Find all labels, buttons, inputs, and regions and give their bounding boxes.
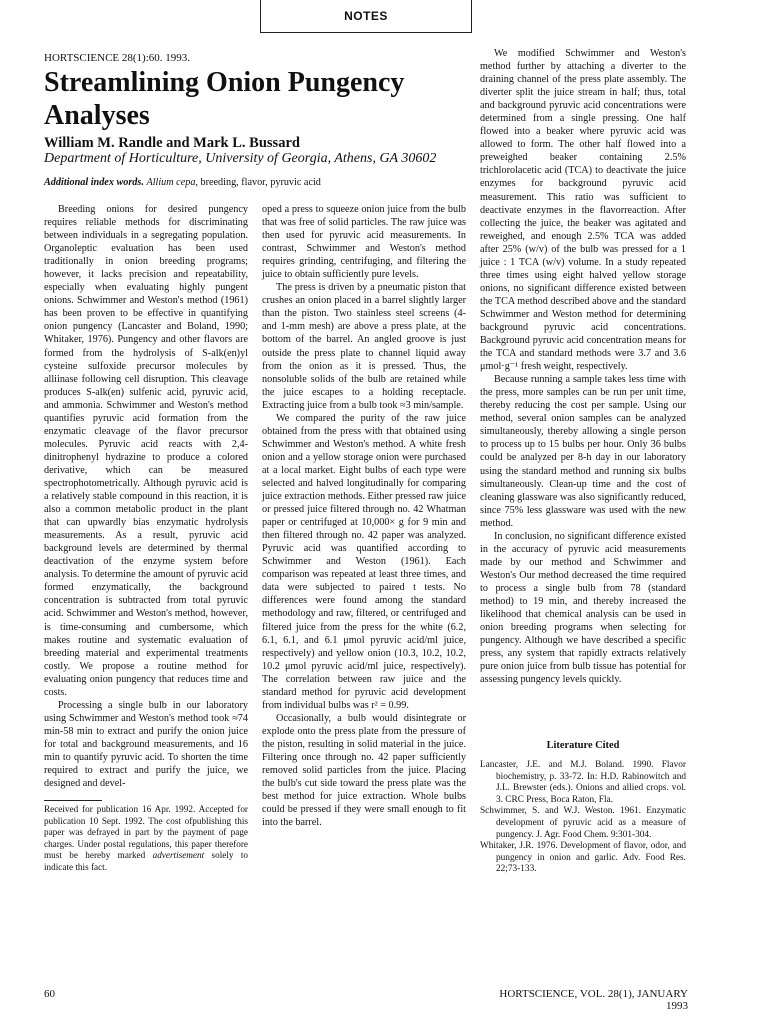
index-terms: , breeding, flavor, pyruvic acid: [195, 177, 321, 188]
literature-heading: Literature Cited: [546, 740, 620, 751]
page-number: 60: [44, 988, 55, 1000]
body-paragraph: The press is driven by a pneumatic piston that crushes an onion placed in a barrel slightly larger than the piston. Two stainless steel screens (4- and 1-mm mesh) are above a press plate, at the bottom of the barrel. An angled groove is just outside the press plate to channel liquid away from the onion as it is pressed. Thus, the nonsoluble solids of the bulb are retained while the juice escapes to a holding receptacle. Extracting juice from a bulb took ≈3 min/sample.: [262, 282, 466, 411]
index-words: [44, 177, 464, 188]
body-paragraph: We modified Schwimmer and Weston's method further by attaching a diverter to the draining channel of the press plate assembly. The diverter split the juice stream in half; thus, total and background pyruvic acid concentrations were determined from a single pressing. One half flowed into a beaker where pyruvic acid was allowed to form. The other half flowed into a preweighed beaker containing 2.5% trichlorolacetic acid (TCA) to deactivate the juice enzymes for background pyruvic acid measurement. This ratio was sufficient to deactivate enzymes in the flavorreaction. After collecting the juice, the beaker was agitated and reweighed, and enough 2.5% TCA was added after 25% (w/v) of the bulb was pressed for a 1 juice : 1 TCA (w/v) volume. In a study repeated three times using eight halved yellow storage onions, no significant difference existed between the TCA method described above and the standard Schwimmer and Weston method for determining background pyruvic acid concentrations. Background pyruvic acid concentration means for the TCA and standard methods were 3.7 and 3.6 μmol·g⁻¹ fresh weight, respectively.: [480, 48, 686, 373]
body-column-2: [262, 203, 466, 829]
body-paragraph: Occasionally, a bulb would disintegrate or explode onto the press plate from the pressure of the piston, resulting in solid material in the juice. Filtering once through no. 42 paper sufficiently removed solid particles from the juice. Placing the bulb's cut side toward the press plate was the best method for juice extraction. Whole bulbs could be pressed if they were small enough to fit into the barrel.: [262, 712, 466, 829]
received-footnote: [44, 804, 248, 874]
footnote-tail: solely to indicate this fact.: [44, 850, 249, 872]
footnote-text: Received for publication 16 Apr. 1992. Accepted for publication 10 Sept. 1992. The cost ofpublishing this paper was defrayed in part by the payment of page charges. Under postal regulations, this paper therefore must be hereby marked: [44, 804, 248, 861]
body-paragraph: oped a press to squeeze onion juice from the bulb that was free of solid particles. The raw juice was then used for pyruvic acid measurements. In contrast, Schwimmer and Weston's method requires grinding, centrifuging, and filtering the juice to obtain sufficiently pure levels.: [262, 204, 466, 281]
body-paragraph: Breeding onions for desired pungency requires reliable methods for discriminating between individuals in a segregating population. Organoleptic evaluation has been used traditionally in onion breeding programs; however, it lacks precision and repeatability, especially when evaluating highly pungent onions. Schwimmer and Weston's method (1961) has been proven to be effective in quantifying onion pungency (Lancaster and Boland, 1990; Whitaker, 1976). Pungency and other flavors are formed from the hydrolysis of S-alk(en)yl cysteine sulfoxide precursor molecules by alliinase following cell disruption. This cleavage produces S-alk(en) sulfenic acid, pyruvic acid, and ammonia. Schwimmer and Weston's method quantifies pyruvic acid formation from the enzymatic cleavage of the flavor precursor molecules. Pyruvic acid reacts with 2,4-dinitrophenyl hydrazine to produce a colored derivative, which can be measured spectrophotometrically. Although pyruvic acid is a relatively stable compound in this reaction, it is also a common metabolic product in the plant that can upwardly bias enzymatic hydrolysis measurements. As a result, pyruvic acid background levels are determined by thermal deactivation of the enzyme system before analysis. To determine the amount of pyruvic acid formed enzymatically, the background concentration is subtracted from total pyruvic acid. Schwimmer and Weston's method, however, is time-consuming and cumbersome, which makes routine and systematic evaluation of breeding material and experimental treatments costly. We propose a routine method for evaluating onion pungency that reduces time and costs.: [44, 204, 248, 698]
body-column-1: [44, 203, 248, 790]
article-title: Streamlining Onion Pungency Analyses: [44, 67, 405, 131]
footnote-advertisement: advertisement: [152, 850, 205, 861]
reference-item: Lancaster, J.E. and M.J. Boland. 1990. Flavor biochemistry, p. 33-72. In: H.D. Rabinowitch and J.L. Brewster (eds.). Onions and allied crops. vol. 3. CRC Press, Boca Raton, Fla.: [480, 760, 686, 805]
affiliation: Department of Horticulture, University of Georgia, Athens, GA 30602: [44, 151, 437, 166]
reference-item: Schwimmer, S. and W.J. Weston. 1961. Enzymatic development of pyruvic acid as a measure of pungency. J. Agr. Food Chem. 9:301-304.: [480, 806, 686, 840]
reference-list: [480, 760, 686, 876]
footnote-divider: [44, 800, 102, 801]
section-label: NOTES: [260, 0, 472, 33]
body-paragraph: We compared the purity of the raw juice obtained from the press with that obtained using Schwimmer and Weston's method. A white fresh onion and a yellow storage onion were purchased at a local market. Eight bulbs of each type were selected and halved longitudinally for comparing juice extraction methods. Either pressed raw juice or pressed juice filtered through no. 42 Whatman paper or centrifuged at 10,000× g for 9 min and then filtered through no. 42 paper was analyzed. Pyruvic acid was quantified according to Schwimmer and Weston (1961). Each comparison was repeated at least three times, and data were subjected to paired t tests. No differences were found among the standard methodology and raw, filtered, or centrifuged and filtered juice from the press for the white (6.2, 6.1, 6.1, and 6.1 μmol pyruvic acid/ml juice, respectively) and yellow onion (10.3, 10.2, 10.2, 10.2 μmol pyruvic acid/ml juice, respectively). The correlation between raw juice and the standard method for pyruvic acid development from individual bulbs was r² = 0.99.: [262, 412, 466, 711]
author-line: William M. Randle and Mark L. Bussard: [44, 135, 300, 151]
running-footer: HORTSCIENCE, VOL. 28(1), JANUARY 1993: [499, 988, 688, 1012]
reference-item: Whitaker, J.R. 1976. Development of flavor, odor, and pungency in onion and garlic. Adv. Food Res. 22;73-133.: [480, 841, 686, 875]
citation-line: HORTSCIENCE 28(1):60. 1993.: [44, 52, 191, 64]
index-species: Allium cepa: [146, 177, 196, 188]
body-paragraph: In conclusion, no significant difference existed in the accuracy of pyruvic acid measurements made by our method and Schwimmer and Weston's Our method decreased the time required to process a single bulb from 78 (standard method) to 19 min, and thereby increased the likelihood that chemical analysis can be used in onion breeding programs when selecting for pungency. Although we have described a specific press, any system that rapidly extracts relatively pure onion juice from bulb tissue has potential for assessing pungency levels quickly.: [480, 530, 686, 686]
index-words-label: Additional index words.: [44, 177, 144, 188]
body-column-3: [480, 47, 686, 686]
body-paragraph: Processing a single bulb in our laboratory using Schwimmer and Weston's method took ≈74 min-58 min to extract and purify the onion juice for total and background measurements, and 16 min to quantify pyruvic acid. To shorten the time required to extract and purify the juice, we designed and devel-: [44, 699, 248, 790]
body-paragraph: Because running a sample takes less time with the press, more samples can be run per unit time, thereby reducing the cost per sample. Using our method, several onion samples can be analyzed simultaneously, thereby allowing a single person to process up to 15 bulbs per hour. Only 36 bulbs could be analyzed per 8-h day in our laboratory using the standard method and running six bulbs simultaneously. Clean-up time and the cost of cleaning glassware was also significantly reduced, since 75% less glassware was used with the new method.: [480, 374, 686, 529]
